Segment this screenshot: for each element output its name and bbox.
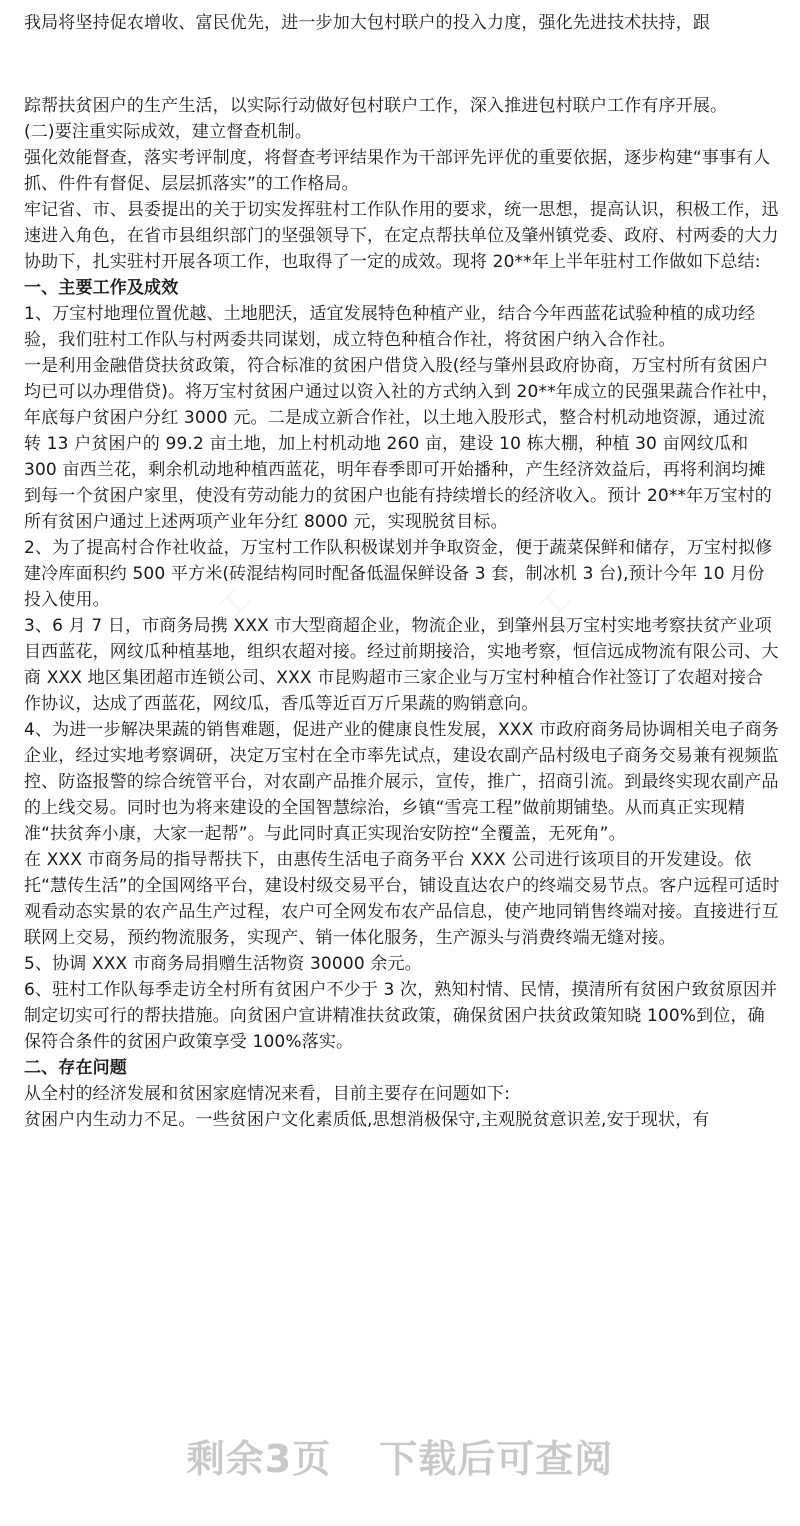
- list-item-2: 2、为了提高村合作社收益，万宝村工作队积极谋划并争取资金，便于蔬菜保鲜和储存，万宝村拟修建冷库面积约 500 平方米(砖混结构同时配备低温保鲜设备 3 套，制冰机 3 台),预计今年 10 月份投入使用。: [24, 538, 773, 610]
- list-item-3: 3、6 月 7 日，市商务局携 XXX 市大型商超企业，物流企业，到肇州县万宝村实地考察扶贫产业项目西蓝花，网纹瓜种植基地，组织农超对接。经过前期接洽，实地考察，恒信远成物流有限公司、大商 XXX 地区集团超市连锁公司、XXX 市昆购超市三家企业与万宝村种植合作社签订了农超对接合作协议，达成了西蓝花，网纹瓜，香瓜等近百万斤果蔬的购销意向。: [24, 616, 779, 714]
- paragraph-problems: 从全村的经济发展和贫困家庭情况来看，目前主要存在问题如下:: [24, 1084, 511, 1104]
- section-subheading-2: (二)要注重实际成效，建立督查机制。: [24, 122, 312, 142]
- list-item-5: 5、协调 XXX 市商务局捐赠生活物资 30000 余元。: [24, 954, 422, 974]
- heading-main-work: 一、主要工作及成效: [24, 278, 179, 298]
- paragraph-line: 我局将坚持促农增收、富民优先，进一步加大包村联户的投入力度，强化先进技术扶持，跟: [24, 13, 710, 33]
- download-to-view-label[interactable]: 下载后可查阅: [379, 1436, 614, 1481]
- remaining-pages-label[interactable]: 剩余3页: [186, 1436, 332, 1481]
- list-item-4-cont: 在 XXX 市商务局的指导帮扶下，由惠传生活电子商务平台 XXX 公司进行该项目的开发建设。依托“慧传生活”的全国网络平台，建设村级交易平台，铺设直达农户的终端交易节点。客户远程可适时观看动态实景的农产品生产过程，农户可全网发布农产品信息，使产地同销售终端对接。直接进行互联网上交易，预约物流服务，实现产、销一体化服务，生产源头与消费终端无缝对接。: [24, 850, 780, 948]
- paragraph-investment-top: [24, 10, 780, 36]
- paragraph-investment-cont: 踪帮扶贫困户的生产生活，以实际行动做好包村联户工作，深入推进包村联户工作有序开展。: [24, 96, 728, 116]
- paragraph-last: 贫困户内生动力不足。一些贫困户文化素质低,思想消极保守,主观脱贫意识差,安于现状，有: [24, 1110, 710, 1130]
- heading-problems: 二、存在问题: [24, 1058, 127, 1078]
- section-body: [24, 93, 780, 1133]
- list-item-6: 6、驻村工作队每季走访全村所有贫困户不少于 3 次，熟知村情、民情，摸清所有贫困户致贫原因并制定切实可行的帮扶措施。向贫困户宣讲精准扶贫政策，确保贫困户扶贫政策知晓 100%到位，确保符合条件的贫困户政策享受 100%落实。: [24, 980, 778, 1052]
- paragraph-supervise: 强化效能督查，落实考评制度，将督查考评结果作为干部评先评优的重要依据，逐步构建“事事有人抓、件件有督促、层层抓落实”的工作格局。: [24, 148, 771, 194]
- paragraph-intro: 牢记省、市、县委提出的关于切实发挥驻村工作队作用的要求，统一思想，提高认识，积极工作，迅速进入角色，在省市县组织部门的坚强领导下，在定点帮扶单位及肇州镇党委、政府、村两委的大力协助下，扎实驻村开展各项工作，也取得了一定的成效。现将 20**年上半年驻村工作做如下总结:: [24, 200, 779, 272]
- list-item-1-detail: 一是利用金融借贷扶贫政策，符合标准的贫困户借贷入股(经与肇州县政府协商，万宝村所有贫困户均已可以办理借贷)。将万宝村贫困户通过以资入社的方式纳入到 20**年成立的民强果蔬合作社中，年底每户贫困户分红 3000 元。二是成立新合作社，以土地入股形式，整合村机动地资源，通过流转 13 户贫困户的 99.2 亩土地，加上村机动地 260 亩，建设 10 栋大棚，种植 30 亩网纹瓜和 300 亩西兰花，剩余机动地种植西蓝花，明年春季即可开始播种，产生经济效益后，再将利润均摊到每一个贫困户家里，使没有劳动能力的贫困户也能有持续增长的经济收入。预计 20**年万宝村的所有贫困户通过上述两项产业年分红 8000 元，实现脱贫目标。: [24, 356, 779, 532]
- list-item-1: 1、万宝村地理位置优越、土地肥沃，适宜发展特色种植产业，结合今年西蓝花试验种植的成功经验，我们驻村工作队与村两委共同谋划，成立特色种植合作社，将贫困户纳入合作社。: [24, 304, 756, 350]
- list-item-4: 4、为进一步解决果蔬的销售难题，促进产业的健康良性发展，XXX 市政府商务局协调相关电子商务企业，经过实地考察调研，决定万宝村在全市率先试点，建设农副产品村级电子商务交易兼有视频监控、防盗报警的综合统管平台，对农副产品推介展示，宣传，推广，招商引流。到最终实现农副产品的上线交易。同时也为将来建设的全国智慧综治，乡镇“雪亮工程”做前期铺垫。从而真正实现精准“扶贫奔小康，大家一起帮”。与此同时真正实现治安防控“全覆盖，无死角”。: [24, 720, 780, 844]
- download-prompt[interactable]: [0, 1410, 800, 1500]
